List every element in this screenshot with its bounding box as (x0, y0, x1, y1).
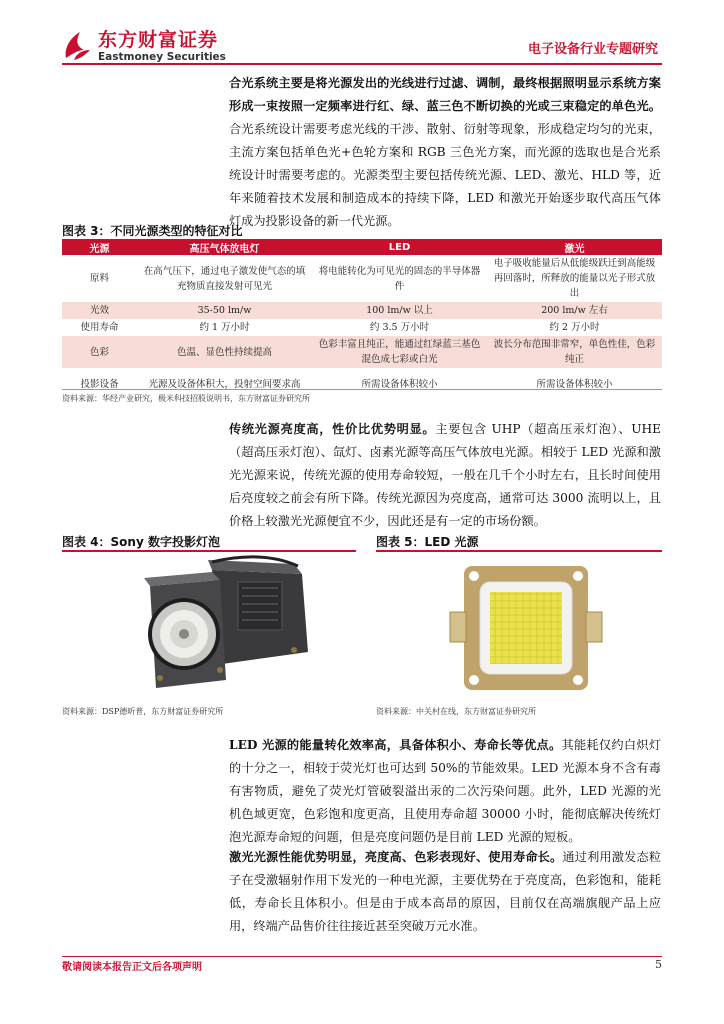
table-row (62, 302, 662, 319)
table-cell: 使用寿命 (62, 319, 137, 336)
figure4-title: 图表 4：Sony 数字投影灯泡 (62, 535, 220, 549)
table-cell: 电子吸收能量后从低能级跃迁到高能级再回落时，所释放的能量以光子形式放出 (487, 255, 662, 302)
table-cell: 约 1 万小时 (137, 319, 312, 336)
table-cell: 在高气压下，通过电子激发使气态的填充物质直接发射可见光 (137, 255, 312, 302)
table-row (62, 336, 662, 368)
table-cell: 波长分布范围非常窄，单色性佳，色彩纯正 (487, 336, 662, 368)
logo-icon (62, 28, 92, 64)
table-header: LED (312, 239, 487, 255)
table-bottom-rule (62, 389, 662, 390)
logo-text-cn: 东方财富证券 (98, 28, 219, 51)
table-cell: 35-50 lm/w (137, 302, 312, 319)
paragraph-body: 其能耗仅约白炽灯的十分之一，相较于荧光灯也可达到 50%的节能效果。LED 光源本身不含有毒有害物质，避免了荧光灯管破裂溢出汞的二次污染问题。此外，LED 光源的光机色域更宽，色彩饱和度更高，且使用寿命超 30000 小时，能彻底解决传统灯泡光源寿命短的问题，但是亮度问题仍是目前 LED 光源的短板。 (229, 738, 662, 844)
paragraph-body: 合光系统设计需要考虑光线的干涉、散射、衍射等现象，形成稳定均匀的光束，主流方案包括单色光+色轮方案和 RGB 三色光方案，而光源的选取也是合光系统设计时需要考虑的。光源类型主要包括传统光源、LED、激光、HLD 等，近年来随着技术发展和制造成本的持续下降，LED 和激光开始逐步取代高压气体灯成为投影设备的新一代光源。 (229, 122, 661, 228)
table-cell: 100 lm/w 以上 (312, 302, 487, 319)
paragraph-lead: 合光系统主要是将光源发出的光线进行过滤、调制，最终根据照明显示系统方案形成一束按照一定频率进行红、绿、蓝三色不断切换的光或三束稳定的单色光。 (229, 76, 661, 113)
light-source-comparison-table (62, 239, 662, 400)
table-cell: 约 3.5 万小时 (312, 319, 487, 336)
report-type: 电子设备行业专题研究 (527, 42, 658, 57)
table-cell: 约 2 万小时 (487, 319, 662, 336)
paragraph-led (229, 734, 661, 849)
table-header: 光源 (62, 239, 137, 255)
figure5-source: 资料来源：中关村在线，东方财富证券研究所 (376, 707, 536, 716)
page-number: 5 (655, 958, 662, 971)
table-cell: 色彩丰富且纯正，能通过红绿蓝三基色混色成七彩或白光 (312, 336, 487, 368)
table-cell: 色温、显色性持续提高 (137, 336, 312, 368)
figure5-title: 图表 5：LED 光源 (376, 535, 479, 549)
paragraph-body: 通过利用激发态粒子在受激辐射作用下发光的一种电光源，主要优势在于亮度高，色彩饱和，能耗低，寿命长且体积小。但是由于成本高昂的原因，目前仅在高端旗舰产品上应用，终端产品售价往往接近甚至突破万元水准。 (229, 850, 662, 933)
paragraph-lead: LED 光源的能量转化效率高，具备体积小、寿命长等优点。 (229, 738, 562, 752)
footer-divider (62, 956, 662, 957)
logo-text-en: Eastmoney Securities (98, 50, 226, 63)
table-cell: 将电能转化为可见光的固态的半导体器件 (312, 255, 487, 302)
company-logo (62, 28, 226, 64)
led-light-source-image (376, 552, 662, 702)
header-divider (62, 63, 662, 65)
paragraph-traditional-light (229, 418, 661, 533)
page-header (0, 0, 724, 72)
footer-disclaimer: 敬请阅读本报告正文后各项声明 (62, 962, 202, 973)
figure4-source: 资料来源：DSP德昕普，东方财富证券研究所 (62, 707, 224, 716)
table-title: 图表 3：不同光源类型的特征对比 (62, 224, 243, 238)
table-cell: 200 lm/w 左右 (487, 302, 662, 319)
table-cell: 光源及设备体积大，投射空间要求高 (137, 368, 312, 400)
table-header: 激光 (487, 239, 662, 255)
table-source: 资料来源：华经产业研究，极米科技招股说明书，东方财富证券研究所 (62, 394, 310, 403)
sony-projector-lamp-image (62, 552, 356, 702)
table-cell: 光效 (62, 302, 137, 319)
table-cell: 色彩 (62, 336, 137, 368)
table-cell: 原料 (62, 255, 137, 302)
paragraph-lead: 传统光源亮度高，性价比优势明显。 (229, 422, 436, 436)
paragraph-body: 主要包含 UHP（超高压汞灯泡）、UHE（超高压汞灯泡）、氙灯、卤素光源等高压气体放电光源。相较于 LED 光源和激光光源来说，传统光源的使用寿命较短，一般在几千个小时左右，且长时间使用后亮度较之前会有所下降。传统光源因为亮度高，通常可达 3000 流明以上，且价格上较激光光源便宜不少，因此还是有一定的市场份额。 (229, 422, 662, 528)
table-row (62, 319, 662, 336)
paragraph-optical-system (229, 72, 661, 233)
table-header: 高压气体放电灯 (137, 239, 312, 255)
paragraph-lead: 激光光源性能优势明显，亮度高、色彩表现好、使用寿命长。 (229, 850, 563, 864)
table-cell: 所需设备体积较小 (487, 368, 662, 400)
table-row (62, 255, 662, 302)
table-cell: 投影设备 (62, 368, 137, 400)
paragraph-laser (229, 846, 661, 938)
table-cell: 所需设备体积较小 (312, 368, 487, 400)
